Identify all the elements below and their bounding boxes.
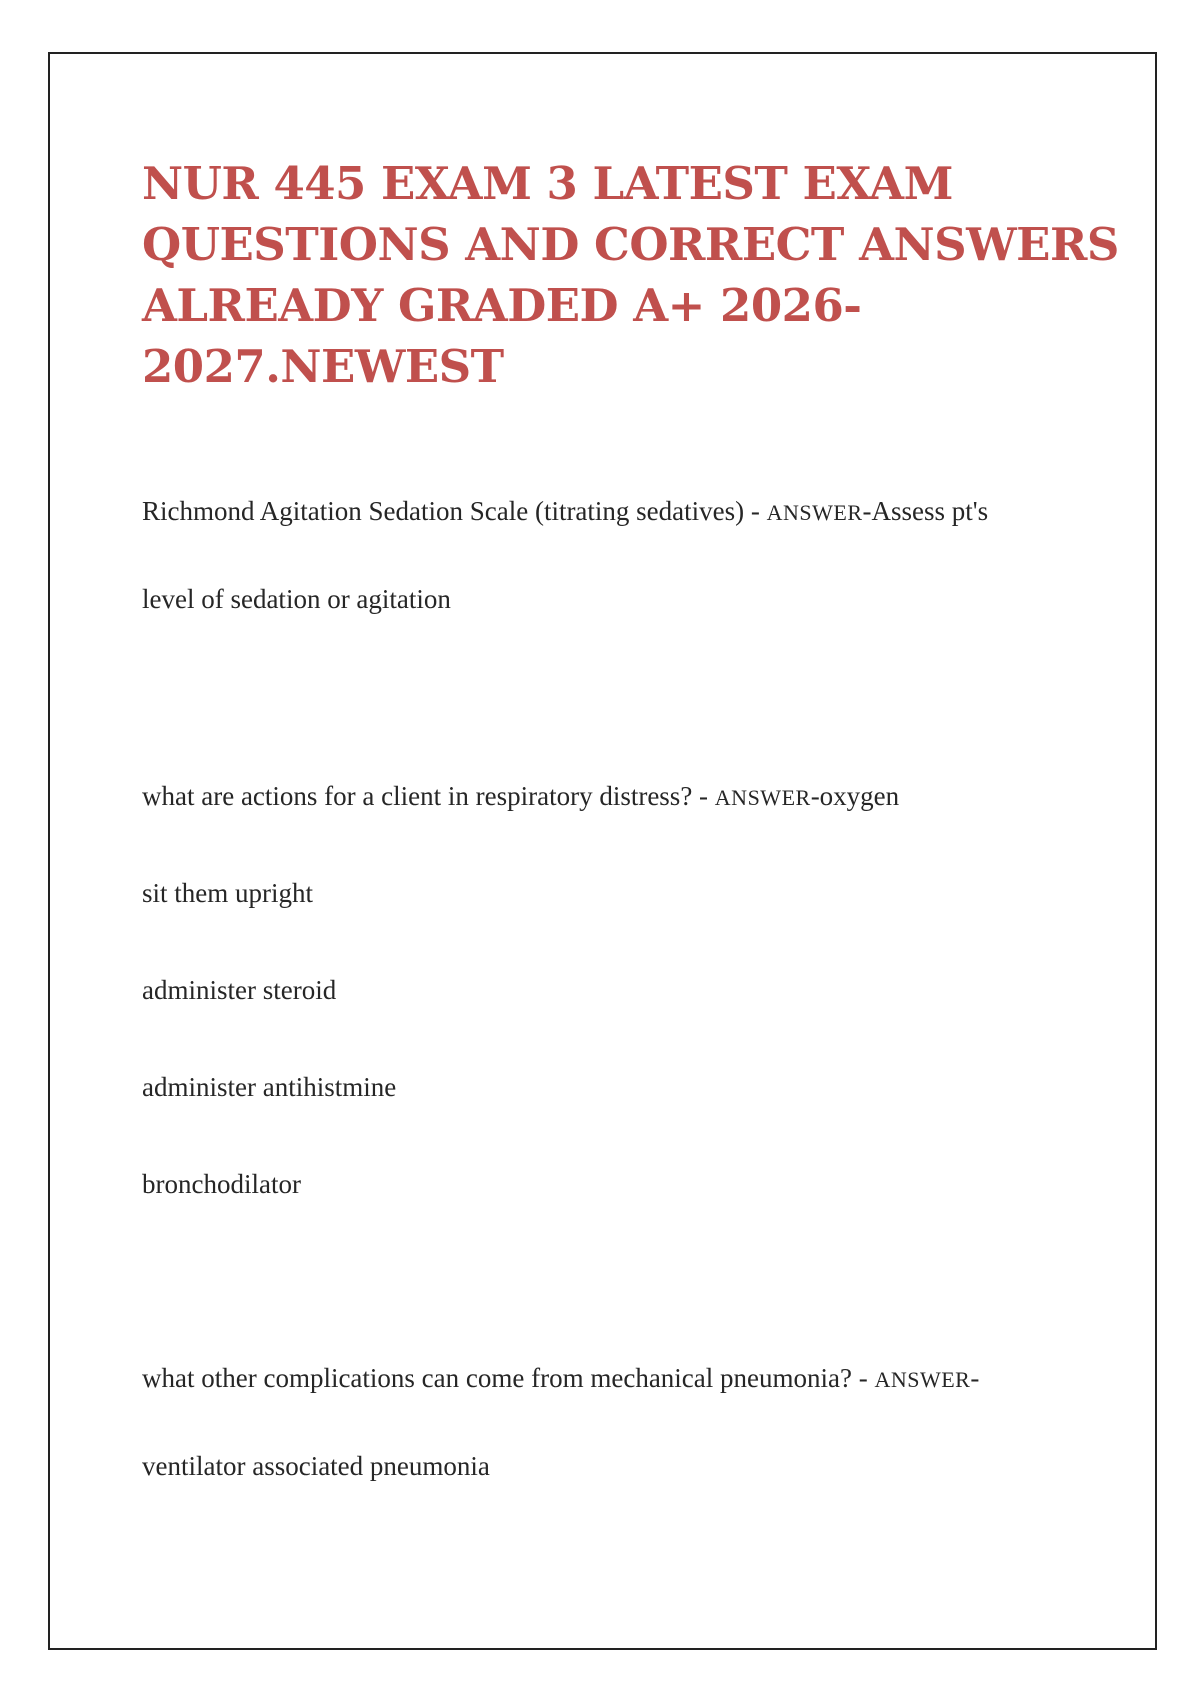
title-line: ALREADY GRADED A+ 2026- (142, 279, 862, 332)
answer-text: - (970, 1363, 980, 1393)
answer-line: administer antihistmine (142, 1072, 397, 1102)
title-line: NUR 445 EXAM 3 LATEST EXAM (142, 157, 953, 210)
question-text: what other complications can come from mechanical pneumonia? - (142, 1363, 875, 1393)
title-line: 2027.NEWEST (142, 340, 504, 393)
answer-text: -oxygen (810, 781, 900, 811)
answer-line: administer steroid (142, 975, 337, 1005)
answer-line: sit them upright (142, 878, 313, 908)
document-title (142, 153, 1119, 397)
question-text: what are actions for a client in respiratory distress? - (142, 781, 715, 811)
answer-label: ANSWER (874, 1367, 971, 1392)
question-3 (142, 1362, 979, 1396)
answer-text: -Assess pt's (862, 496, 989, 526)
answer-label: ANSWER (714, 785, 811, 810)
question-1 (142, 495, 988, 529)
question-text: Richmond Agitation Sedation Scale (titrating sedatives) - (142, 496, 767, 526)
answer-line: bronchodilator (142, 1169, 301, 1199)
answer-label: ANSWER (766, 500, 863, 525)
answer-line: ventilator associated pneumonia (142, 1451, 490, 1481)
question-2 (142, 780, 899, 814)
title-line: QUESTIONS AND CORRECT ANSWERS (142, 218, 1119, 271)
answer-line: level of sedation or agitation (142, 584, 451, 614)
